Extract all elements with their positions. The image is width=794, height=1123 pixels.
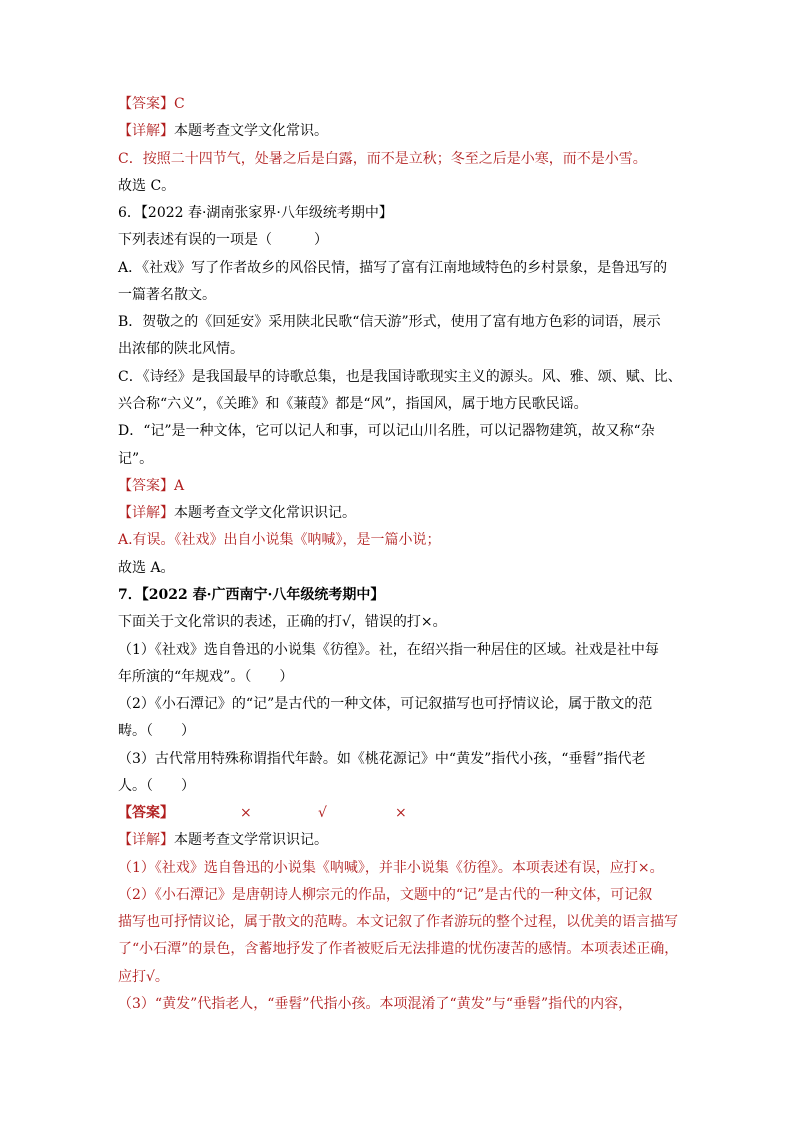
q7-explanation-2-cont-3: 应打√。 — [118, 969, 169, 985]
answer-value: A — [174, 478, 185, 494]
answer-label: 【答案】 — [118, 478, 174, 494]
q6-option-a-cont: 一篇著名散文。 — [118, 287, 216, 303]
q5-conclusion: 故选 C。 — [118, 178, 176, 194]
q7-item-2: （2）《小石潭记》的“记”是古代的一种文体，可记叙描写也可抒情议论，属于散文的范 — [118, 696, 653, 712]
detail-text: 本题考查文学文化常识识记。 — [174, 505, 356, 521]
detail-text: 本题考查文学文化常识。 — [174, 123, 328, 139]
q6-option-b-cont: 出浓郁的陕北风情。 — [118, 341, 244, 357]
q6-option-c-cont: 兴合称“六义”，《关雎》和《蒹葭》都是“风”，指国风，属于地方民歌民谣。 — [118, 396, 588, 412]
q7-item-3-cont: 人。（ ） — [118, 778, 195, 794]
answer-mark-1: × — [240, 805, 252, 821]
answer-mark-2: √ — [318, 805, 327, 821]
q7-explanation-2-cont-1: 描写也可抒情议论，属于散文的范畴。本文记叙了作者游玩的整个过程，以优美的语言描写 — [118, 914, 678, 930]
q7-explanation-3: （3）“黄发”代指老人，“垂髫”代指小孩。本项混淆了“黄发”与“垂髫”指代的内容， — [118, 996, 633, 1012]
q5-explanation: C．按照二十四节气，处暑之后是白露，而不是立秋；冬至之后是小寒，而不是小雪。 — [118, 151, 647, 167]
q7-item-1-cont: 年所演的“年规戏”。（ ） — [118, 669, 294, 685]
detail-label: 【详解】 — [118, 832, 174, 848]
q6-option-a: A．《社戏》写了作者故乡的风俗民情，描写了富有江南地域特色的乡村景象，是鲁迅写的 — [118, 260, 668, 276]
answer-mark-3: × — [395, 805, 407, 821]
answer-label: 【答案】 — [118, 96, 174, 112]
q6-answer — [118, 476, 184, 496]
q7-explanation-2-cont-2: 了“小石潭”的景色，含蓄地抒发了作者被贬后无法排遣的忧伤凄苦的感情。本项表述正确， — [118, 941, 679, 957]
answer-label: 【答案】 — [118, 805, 174, 821]
q6-conclusion: 故选 A。 — [118, 560, 175, 576]
q6-header: 6．【2022 春·湖南张家界·八年级统考期中】 — [118, 205, 393, 221]
q6-option-d-cont: 记”。 — [118, 451, 154, 467]
q6-stem: 下列表述有误的一项是（ ） — [118, 232, 328, 248]
q6-explanation: A.有误。《社戏》出自小说集《呐喊》，是一篇小说； — [118, 532, 441, 548]
detail-label: 【详解】 — [118, 505, 174, 521]
q7-explanation-1: （1）《社戏》选自鲁迅的小说集《呐喊》，并非小说集《彷徨》。本项表述有误，应打×。 — [118, 860, 664, 876]
q7-stem: 下面关于文化常识的表述，正确的打√，错误的打×。 — [118, 614, 447, 630]
q5-answer — [118, 94, 185, 114]
q7-header: 7．【2022 春·广西南宁·八年级统考期中】 — [118, 587, 385, 603]
q6-option-d: D．“记”是一种文体，它可以记人和事，可以记山川名胜，可以记器物建筑，故又称“杂 — [118, 423, 655, 439]
detail-label: 【详解】 — [118, 123, 174, 139]
detail-text: 本题考查文学常识识记。 — [174, 832, 328, 848]
q6-detail — [118, 503, 356, 523]
q5-detail — [118, 121, 328, 141]
q6-option-b: B．贺敬之的《回延安》采用陕北民歌“信天游”形式，使用了富有地方色彩的词语，展示 — [118, 314, 661, 330]
q7-item-3: （3）古代常用特殊称谓指代年龄。如《桃花源记》中“黄发”指代小孩，“垂髫”指代老 — [118, 751, 646, 767]
q6-option-c: C．《诗经》是我国最早的诗歌总集，也是我国诗歌现实主义的源头。风、雅、颂、赋、比、 — [118, 369, 682, 385]
q7-item-1: （1）《社戏》选自鲁迅的小说集《彷徨》。社，在绍兴指一种居住的区域。社戏是社中每 — [118, 642, 659, 658]
q7-detail — [118, 830, 328, 850]
q7-explanation-2: （2）《小石潭记》是唐朝诗人柳宗元的作品，文题中的“记”是古代的一种文体，可记叙 — [118, 887, 653, 903]
q7-item-2-cont: 畴。（ ） — [118, 723, 195, 739]
answer-value: C — [174, 96, 185, 112]
